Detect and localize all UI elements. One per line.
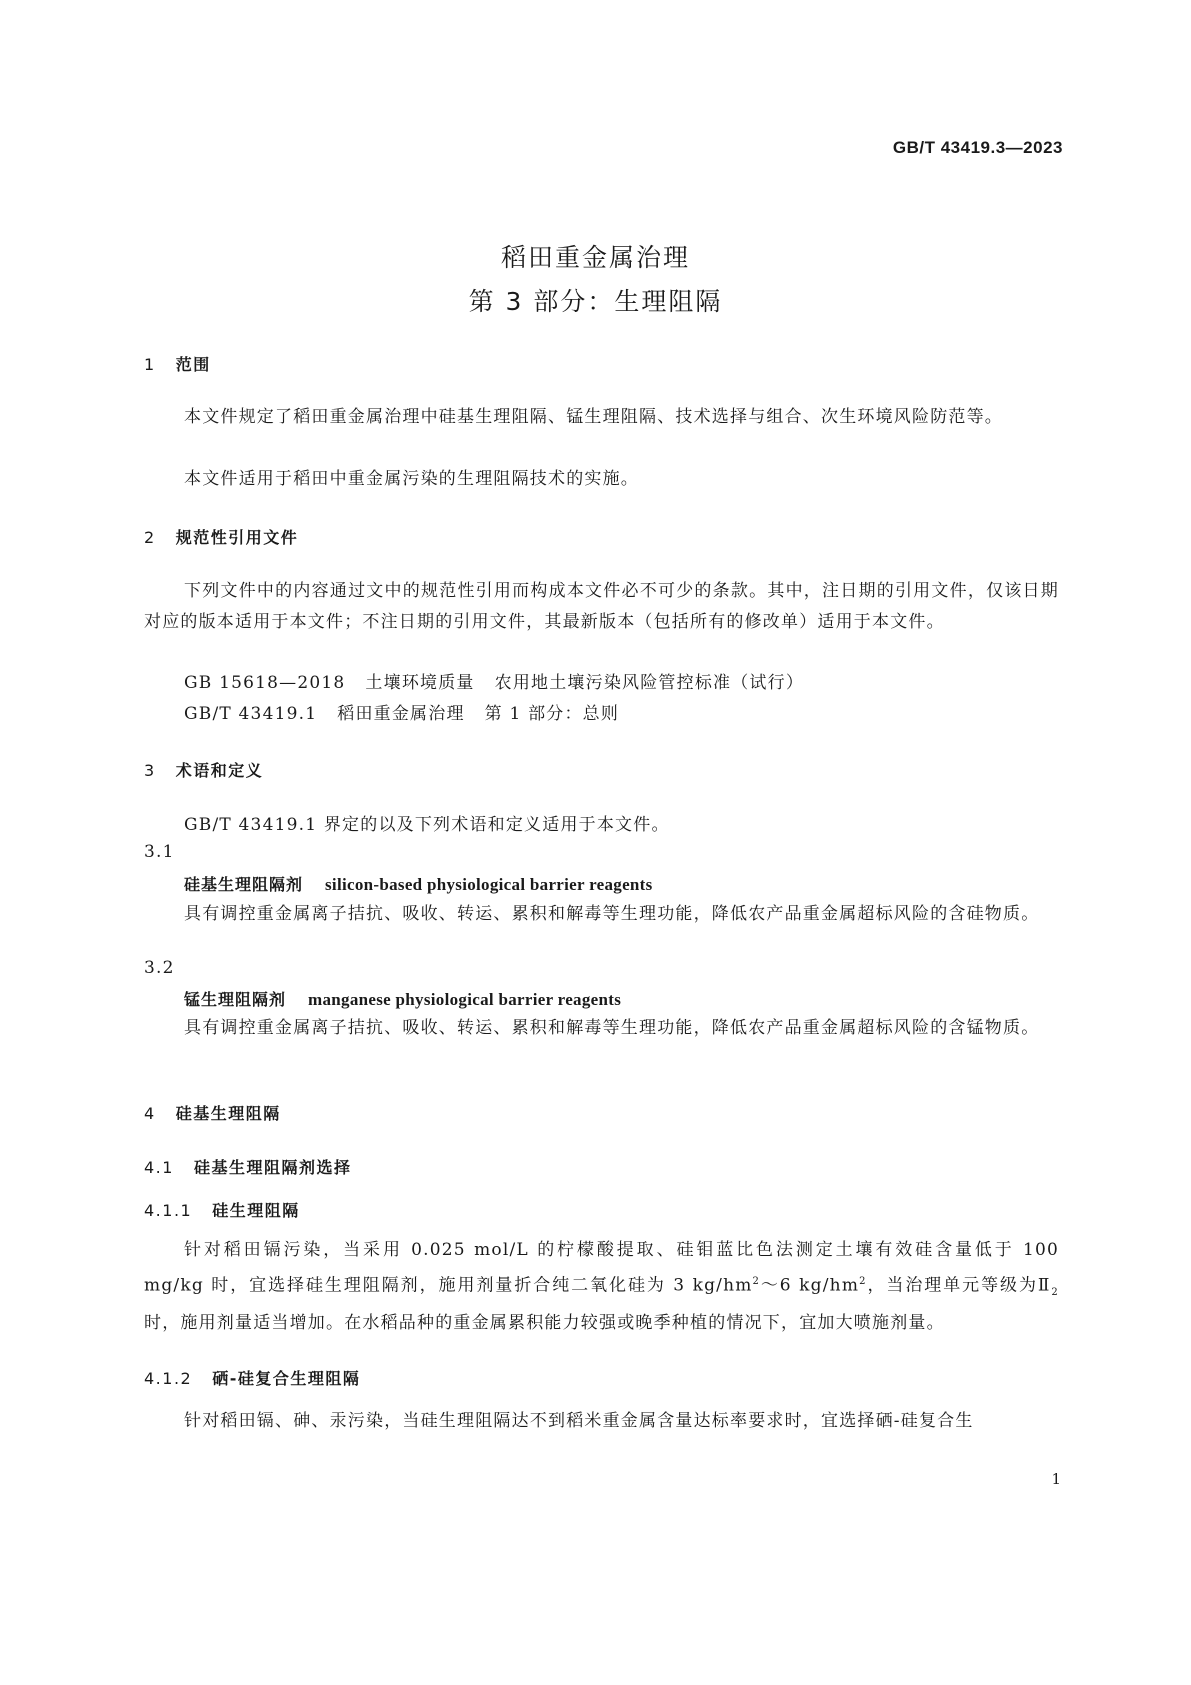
text-segment: ，当治理单元等级为Ⅱ [866, 1275, 1052, 1296]
section-number: 4.1.2 [144, 1369, 193, 1388]
term-chinese: 锰生理阻隔剂 [184, 990, 287, 1009]
term-chinese: 硅基生理阻隔剂 [184, 875, 304, 894]
section-4-heading [144, 1101, 1059, 1124]
term-number: 3.1 [144, 842, 175, 862]
section-number: 4.1 [144, 1158, 174, 1177]
term-definition: 具有调控重金属离子拮抗、吸收、转运、累积和解毒等生理功能，降低农产品重金属超标风险的含锰物质。 [184, 1018, 1040, 1038]
section-title: 硅基生理阻隔剂选择 [193, 1158, 352, 1177]
section-title: 术语和定义 [175, 761, 264, 780]
section-number: 3 [144, 761, 156, 780]
reference-code: GB/T 43419.1 [184, 704, 318, 724]
superscript: 2 [859, 1276, 867, 1287]
reference-item [144, 699, 1099, 724]
superscript: 2 [752, 1276, 761, 1287]
document-title-line2: 第 3 部分：生理阻隔 [468, 287, 723, 316]
subsection-4-1-1-heading [144, 1198, 1059, 1221]
subsection-4-1-2-paragraph: 针对稻田镉、砷、汞污染，当硅生理阻隔达不到稻米重金属含量达标率要求时，宜选择硒-硅复合生 [184, 1411, 974, 1431]
text-segment: 针对稻田镉污染，当采用 0.025 mol/L 的柠檬酸提取、硅钼蓝比色法测定土壤有效硅含量低于 100 mg/kg 时，宜选择硅生理阻隔剂，施用剂量折合纯二氧化硅为 3 kg/hm [144, 1240, 1059, 1296]
standard-number: GB/T 43419.3—2023 [892, 138, 1063, 157]
section-title: 规范性引用文件 [175, 528, 299, 547]
section-title: 硅基生理阻隔 [175, 1104, 281, 1123]
section-title: 硒-硅复合生理阻隔 [212, 1369, 361, 1388]
subsection-4-1-2-heading [144, 1366, 1059, 1389]
term-heading [144, 872, 1099, 895]
term-definition: 具有调控重金属离子拮抗、吸收、转运、累积和解毒等生理功能，降低农产品重金属超标风险的含硅物质。 [184, 904, 1040, 924]
reference-subtitle: 农用地土壤污染风险管控标准（试行） [494, 673, 805, 693]
section-3-intro: GB/T 43419.1 界定的以及下列术语和定义适用于本文件。 [184, 815, 670, 835]
section-2-heading [144, 525, 1059, 548]
term-english: manganese physiological barrier reagents [308, 990, 622, 1009]
document-title-line1: 稻田重金属治理 [500, 243, 690, 272]
section-3-heading [144, 758, 1059, 781]
term-number: 3.2 [144, 958, 175, 978]
text-segment: 时，施用剂量适当增加。在水稻品种的重金属累积能力较强或晚季种植的情况下，宜加大喷施剂量。 [144, 1313, 945, 1334]
text-segment: ～6 kg/hm [760, 1275, 860, 1296]
subsection-4-1-1-paragraph [144, 1235, 1059, 1339]
term-english: silicon-based physiological barrier reagents [325, 875, 653, 894]
section-number: 4 [144, 1104, 156, 1123]
reference-item [144, 668, 1099, 693]
subsection-4-1-heading [144, 1155, 1059, 1178]
section-1-paragraph-1: 本文件规定了稻田重金属治理中硅基生理阻隔、锰生理阻隔、技术选择与组合、次生环境风险防范等。 [184, 407, 1003, 427]
reference-name: 稻田重金属治理 [337, 704, 465, 724]
section-1-paragraph-2: 本文件适用于稻田中重金属污染的生理阻隔技术的实施。 [184, 469, 639, 489]
subscript: 2 [1051, 1287, 1059, 1299]
term-heading [144, 987, 1099, 1010]
section-1-heading [144, 352, 1059, 375]
section-title: 范围 [175, 355, 211, 374]
section-number: 1 [144, 355, 156, 374]
section-title: 硅生理阻隔 [212, 1201, 300, 1220]
reference-subtitle: 第 1 部分：总则 [484, 704, 620, 724]
section-number: 4.1.1 [144, 1201, 193, 1220]
section-2-paragraph-1: 下列文件中的内容通过文中的规范性引用而构成本文件必不可少的条款。其中，注日期的引用文件，仅该日期对应的版本适用于本文件；不注日期的引用文件，其最新版本（包括所有的修改单）适用于本文件。 [144, 581, 1059, 632]
reference-name: 土壤环境质量 [365, 673, 475, 693]
page-number: 1 [1051, 1470, 1061, 1488]
reference-code: GB 15618—2018 [184, 673, 346, 693]
section-number: 2 [144, 528, 156, 547]
